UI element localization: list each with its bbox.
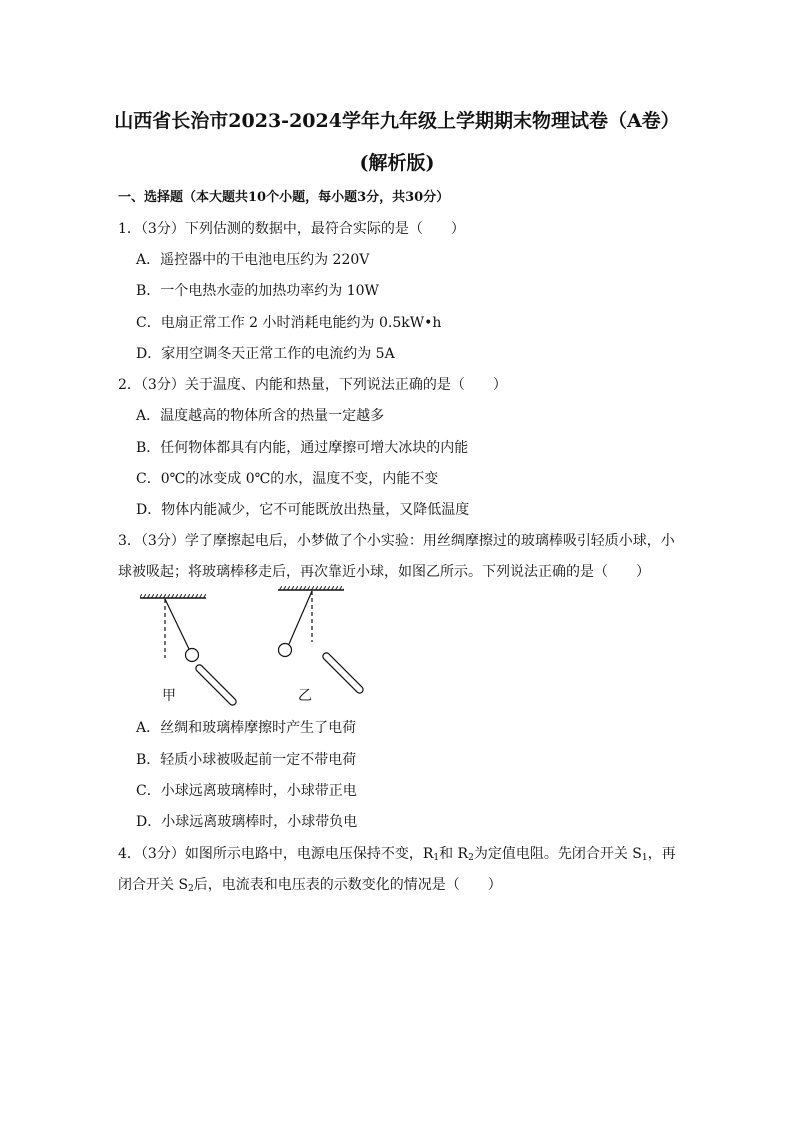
figure-label-jia: 甲 <box>162 688 176 704</box>
question-3-option-a: A．丝绸和玻璃棒摩擦时产生了电荷 <box>136 720 357 736</box>
question-2-option-a: A．温度越高的物体所含的热量一定越多 <box>136 408 385 424</box>
question-1-option-b: B．一个电热水壶的加热功率约为 10W <box>136 283 379 299</box>
question-3-stem-line1: 3．（3分）学了摩擦起电后，小梦做了个小实验：用丝绸摩擦过的玻璃棒吸引轻质小球，小 <box>118 533 675 549</box>
question-3-stem-line2: 球被吸起；将玻璃棒移走后，再次靠近小球，如图乙所示。下列说法正确的是（ ） <box>118 564 650 580</box>
question-1-option-d: D．家用空调冬天正常工作的电流约为 5A <box>136 346 395 362</box>
question-3-option-b: B．轻质小球被吸起前一定不带电荷 <box>136 752 357 768</box>
question-2-option-b: B．任何物体都具有内能，通过摩擦可增大冰块的内能 <box>136 440 469 456</box>
exam-title: 山西省长治市2023-2024学年九年级上学期期末物理试卷（A卷） <box>114 110 680 132</box>
question-1-option-c: C．电扇正常工作 2 小时消耗电能约为 0.5kW•h <box>136 315 442 331</box>
question-2-stem: 2．（3分）关于温度、内能和热量，下列说法正确的是（ ） <box>118 377 507 393</box>
question-3-option-c: C．小球远离玻璃棒时，小球带正电 <box>136 783 357 799</box>
question-2-option-c: C．0℃的冰变成 0℃的水，温度不变，内能不变 <box>136 471 439 487</box>
figure-yi <box>270 580 380 702</box>
thread <box>165 599 189 649</box>
question-2-option-d: D．物体内能减少，它不可能既放出热量，又降低温度 <box>136 502 470 518</box>
question-3-option-d: D．小球远离玻璃棒时，小球带负电 <box>136 814 358 830</box>
question-4-stem-line1: 4．（3分）如图所示电路中，电源电压保持不变，$R_1$和 $R_2$为定值电阻。先闭合开关 $S_1$，再 <box>118 846 676 863</box>
figure-jia <box>130 588 250 710</box>
light-ball <box>279 644 292 657</box>
section-heading: 一、选择题（本大题共10个小题，每小题3分，共30分） <box>118 190 450 205</box>
question-1-stem: 1．（3分）下列估测的数据中，最符合实际的是（ ） <box>118 221 465 237</box>
figure-label-yi: 乙 <box>298 688 312 704</box>
glass-rod <box>194 663 237 706</box>
exam-subtitle: (解析版) <box>359 152 435 174</box>
light-ball <box>186 649 199 662</box>
glass-rod <box>321 651 364 694</box>
question-1-option-a: A．遥控器中的干电池电压约为 220V <box>136 252 370 268</box>
thread <box>289 591 312 644</box>
question-4-stem-line2: 闭合开关 $S_2$后，电流表和电压表的示数变化的情况是（ ） <box>118 877 502 894</box>
